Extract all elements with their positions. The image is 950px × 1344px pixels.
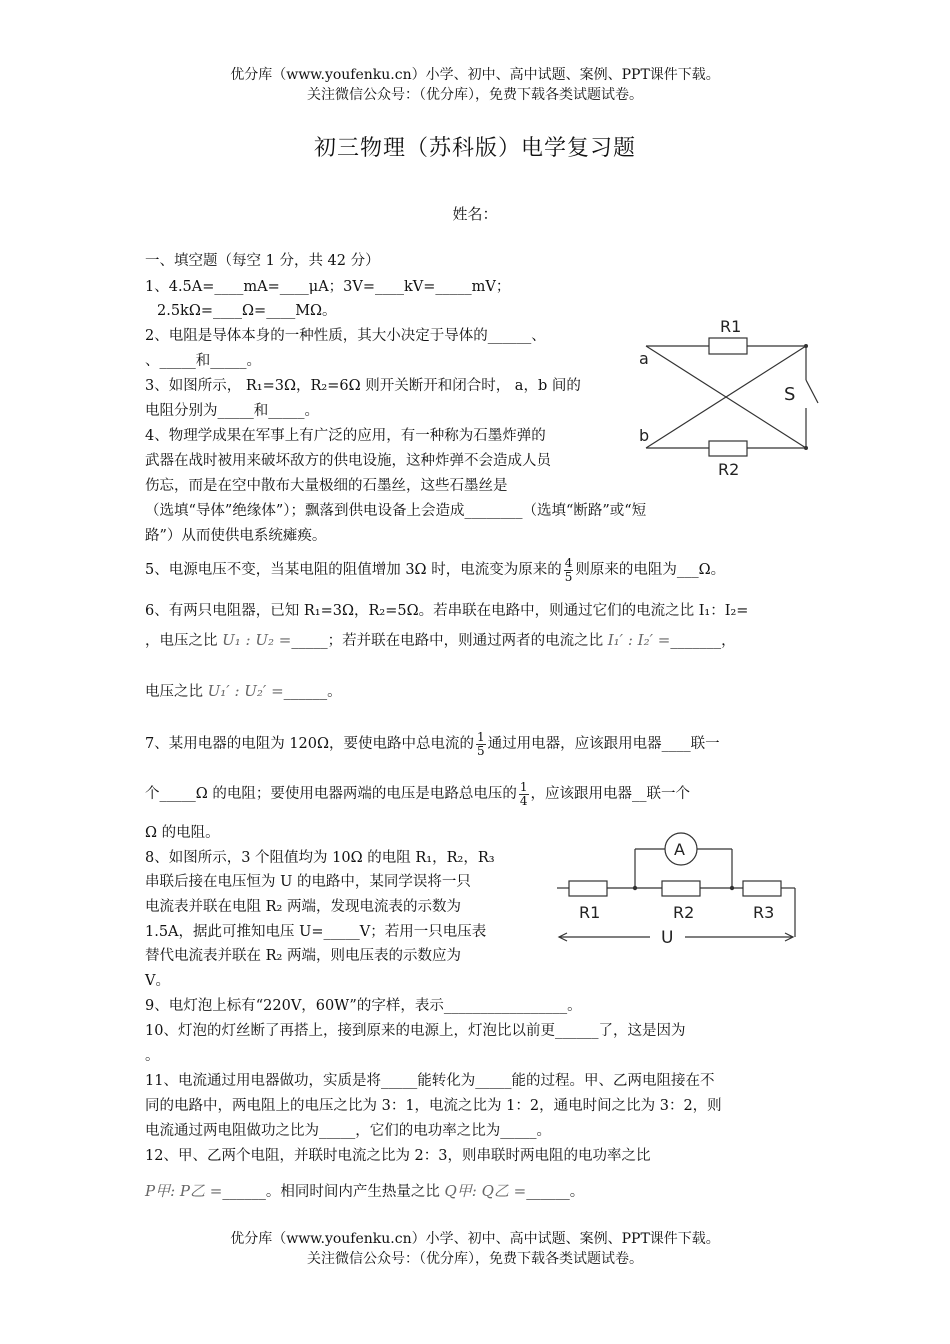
q12-line-2	[145, 1181, 584, 1202]
q6-line-2	[145, 630, 736, 651]
q7-a-pre: 7、某用电器的电阻为 120Ω，要使电路中总电流的	[145, 736, 475, 752]
q7-fraction-2	[519, 781, 529, 808]
q6-c-post: ______。	[283, 684, 342, 700]
junction-left	[633, 886, 637, 890]
q6-text-pre: ，电压之比	[145, 633, 218, 649]
header-line-1: 优分库（www.youfenku.cn）小学、初中、高中试题、案例、PPT课件下载。	[230, 67, 720, 83]
q5-frac-num: 4	[564, 555, 573, 570]
q2-line-1: 2、电阻是导体本身的一种性质，其大小决定于导体的______、	[145, 328, 546, 344]
q12-post: ______。	[526, 1184, 585, 1200]
junction-right	[730, 886, 734, 890]
q3-line-1: 3、如图所示， R₁=3Ω，R₂=6Ω 则开关断开和闭合时， a，b 间的	[145, 378, 581, 394]
q4-line-4: （选填“导体”绝缘体”）；飘落到供电设备上会造成________（选填“断路”或“短	[145, 503, 647, 519]
q10-line-1: 10、灯泡的灯丝断了再搭上，接到原来的电源上，灯泡比以前更______了，这是因为	[145, 1023, 686, 1039]
label-r2: R2	[718, 460, 740, 479]
name-label: 姓名：	[452, 205, 498, 223]
page-title: 初三物理（苏科版）电学复习题	[313, 136, 636, 161]
resistor-r1	[709, 338, 747, 354]
q6-current-ratio-formula: I₁′ : I₂′ =	[607, 631, 671, 649]
q11-line-2: 同的电路中，两电阻上的电压之比为 3：1，电流之比为 1：2，通电时间之比为 3：2，则	[145, 1098, 722, 1114]
q12-power-ratio-formula: P甲: P乙 =	[145, 1182, 223, 1200]
label-u: U	[661, 928, 674, 948]
q4-line-2: 武器在战时被用来破坏敌方的供电设施，这种炸弹不会造成人员	[145, 453, 551, 469]
resistor-r1	[569, 881, 607, 896]
footer-line-1: 优分库（www.youfenku.cn）小学、初中、高中试题、案例、PPT课件下载。	[230, 1231, 720, 1247]
q8-line-6: V。	[145, 973, 170, 989]
q8-line-2: 串联后接在电压恒为 U 的电路中，某同学误将一只	[145, 874, 471, 890]
q1-line-2: 2.5kΩ=____Ω=____MΩ。	[157, 303, 337, 319]
label-r3: R3	[753, 903, 775, 922]
section-heading: 一、填空题（每空 1 分，共 42 分）	[145, 253, 380, 269]
q11-line-3: 电流通过两电阻做功之比为_____，它们的电功率之比为_____。	[145, 1123, 551, 1139]
q5-frac-den: 5	[564, 569, 573, 584]
q6-text-mid: _____；若并联在电路中，则通过两者的电流之比	[291, 633, 604, 649]
node-top-right	[804, 344, 808, 348]
q6-line-3	[145, 681, 342, 702]
q7-line-3: Ω 的电阻。	[145, 825, 220, 841]
q6-voltage-ratio-formula: U₁ : U₂ =	[222, 631, 292, 649]
q5-text-post: 则原来的电阻为___Ω。	[575, 562, 726, 578]
q7-line-2	[145, 780, 690, 808]
q8-line-3: 电流表并联在电阻 R₂ 两端，发现电流表的示数为	[145, 899, 461, 915]
q6-line-1: 6、有两只电阻器，已知 R₁=3Ω，R₂=5Ω。若串联在电路中，则通过它们的电流之比 I₁：I₂=	[145, 603, 749, 619]
q7-b-pre: 个_____Ω 的电阻；要使用电器两端的电压是电路总电压的	[145, 786, 517, 802]
circuit-diagram-2	[555, 832, 805, 952]
q4-line-3: 伤忘，而是在空中散布大量极细的石墨丝，这些石墨丝是	[145, 478, 508, 494]
q7-a-post: 通过用电器，应该跟用电器____联一	[487, 736, 720, 752]
q12-mid: ______。相同时间内产生热量之比	[222, 1184, 440, 1200]
q5-fraction	[564, 557, 574, 584]
q5-text-pre: 5、电源电压不变，当某电阻的阻值增加 3Ω 时，电流变为原来的	[145, 562, 562, 578]
q8-line-4: 1.5A，据此可推知电压 U=_____V；若用一只电压表	[145, 924, 487, 940]
q8-line-1: 8、如图所示，3 个阻值均为 10Ω 的电阻 R₁，R₂，R₃	[145, 850, 495, 866]
q9-line: 9、电灯泡上标有“220V，60W”的字样，表示_________________。	[145, 998, 582, 1014]
circuit-diagram-1	[636, 308, 821, 483]
q1-line-1: 1、4.5A=____mA=____μA；3V=____kV=_____mV；	[145, 279, 511, 295]
label-r1: R1	[720, 317, 742, 336]
q11-line-1: 11、电流通过用电器做功，实质是将_____能转化为_____能的过程。甲、乙两电阻接在不	[145, 1073, 715, 1089]
q12-line-1: 12、甲、乙两个电阻，并联时电流之比为 2：3，则串联时两电阻的电功率之比	[145, 1148, 651, 1164]
q5-line	[145, 556, 725, 584]
q8-line-5: 替代电流表并联在 R₂ 两端，则电压表的示数应为	[145, 948, 461, 964]
q7-f2-num: 1	[519, 779, 528, 794]
q4-line-5: 路”）从而使供电系统瘫痪。	[145, 528, 327, 544]
q7-f1-num: 1	[477, 729, 485, 744]
node-bottom-right	[804, 446, 808, 450]
resistor-r2	[709, 441, 747, 456]
q7-fraction-1	[476, 731, 486, 758]
q2-line-2: 、_____和_____。	[145, 353, 261, 369]
q10-line-2: 。	[145, 1048, 160, 1064]
q7-f2-den: 4	[519, 793, 528, 808]
label-a: a	[639, 349, 649, 368]
label-b: b	[639, 426, 650, 445]
label-r2: R2	[673, 903, 695, 922]
label-s: S	[784, 384, 796, 405]
q6-text-post: _______，	[670, 633, 736, 649]
q7-line-1	[145, 730, 720, 758]
q6-c-pre: 电压之比	[145, 684, 203, 700]
footer-line-2: 关注微信公众号：（优分库），免费下载各类试题试卷。	[307, 1251, 643, 1267]
q7-f1-den: 5	[477, 743, 485, 758]
q4-line-1: 4、物理学成果在军事上有广泛的应用，有一种称为石墨炸弹的	[145, 428, 546, 444]
switch-s	[806, 380, 818, 403]
resistor-r2	[662, 881, 700, 896]
label-ammeter-a: A	[674, 840, 685, 859]
header-line-2: 关注微信公众号：（优分库），免费下载各类试题试卷。	[307, 87, 643, 103]
q6-parallel-voltage-formula: U₁′ : U₂′ =	[207, 682, 284, 700]
label-r1: R1	[579, 903, 601, 922]
q12-heat-ratio-formula: Q甲: Q乙 =	[444, 1182, 527, 1200]
resistor-r3	[743, 881, 781, 896]
q7-b-post: ，应该跟用电器__联一个	[530, 786, 691, 802]
q3-line-2: 电阻分别为_____和_____。	[145, 403, 319, 419]
